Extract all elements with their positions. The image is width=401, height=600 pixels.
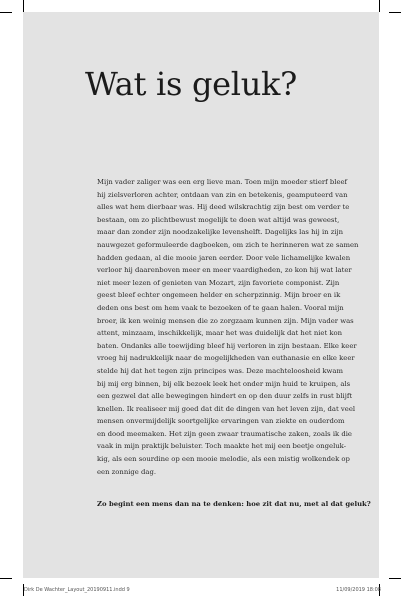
body-line: deden ons best om hem vaak te bezoeken of te gaan halen. Vooral mijn bbox=[97, 303, 344, 312]
body-line: alles wat hem dierbaar was. Hij deed wilskrachtig zijn best om verder te bbox=[97, 203, 350, 212]
crop-mark-bottom-left-h bbox=[0, 578, 12, 579]
body-line: nauwgezet geformuleerde dagboeken, om zich te herinneren wat ze samen bbox=[97, 240, 359, 249]
body-line: vroeg hij nadrukkelijk naar de mogelijkheden van euthanasie en elke keer bbox=[97, 354, 355, 363]
body-line: Mijn vader zaliger was een erg lieve man. Toen mijn moeder stierf bleef bbox=[97, 178, 348, 186]
body-line: maar dan zonder zijn noodzakelijke levenshelft. Dagelijks las hij in zijn bbox=[97, 228, 344, 237]
body-line: en dood meemaken. Het zijn geen zwaar traumatische zaken, zoals ik die bbox=[97, 429, 352, 438]
body-line: bij mij erg binnen, bij elk bezoek leek het onder mijn huid te kruipen, als bbox=[97, 379, 351, 388]
body-line: hij zielsverloren achter, ontdaan van zin en betekenis, geamputeerd van bbox=[97, 190, 348, 199]
body-line: verloor hij daarenboven meer en meer vaardigheden, zo kon hij wat later bbox=[97, 266, 352, 275]
chapter-title: Wat is geluk? bbox=[85, 65, 297, 103]
crop-mark-bottom-right-h bbox=[389, 578, 401, 579]
body-line: een gezwel dat alle bewegingen hindert en op den duur zelfs in rust blijft bbox=[97, 392, 353, 401]
body-line: mensen onvermijdelijk soortgelijke ervaringen van ziekte en ouderdom bbox=[97, 417, 345, 426]
body-line: knellen. Ik realiseer mij goed dat dit de dingen van het leven zijn, dat veel bbox=[97, 404, 356, 413]
body-line: kig, als een sourdine op een mooie melodie, als een mistig wolkendek op bbox=[97, 455, 350, 464]
slug-filename: Dirk De Wachter_Layout_20190911.indd 9 bbox=[24, 587, 130, 593]
body-paragraph bbox=[97, 176, 397, 478]
body-line: broer, ik ken weinig mensen die zo zorgzaam kunnen zijn. Mijn vader was bbox=[97, 316, 354, 325]
body-line: hadden gedaan, al die mooie jaren eerder. Door vele lichamelijke kwalen bbox=[97, 253, 351, 262]
crop-mark-top-left-h bbox=[0, 12, 12, 13]
crop-mark-top-left-v bbox=[23, 0, 24, 12]
crop-mark-top-right-v bbox=[379, 0, 380, 12]
body-line: niet meer lezen of genieten van Mozart, zijn favoriete componist. Zijn bbox=[97, 278, 340, 287]
body-line: een zonnige dag. bbox=[97, 467, 157, 476]
body-line: stelde hij dat het tegen zijn principes was. Deze machteloosheid kwam bbox=[97, 366, 343, 375]
closing-sentence: Zo begint een mens dan na te denken: hoe zit dat nu, met al dat geluk? bbox=[97, 500, 371, 508]
book-page bbox=[23, 12, 379, 578]
slug-timestamp: 11/09/2019 18:08 bbox=[336, 587, 381, 593]
body-line: geest bleef echter ongemeen helder en scherpzinnig. Mijn broer en ik bbox=[97, 291, 341, 300]
crop-mark-top-right-h bbox=[389, 12, 401, 13]
print-slug bbox=[0, 587, 401, 597]
body-line: attent, minzaam, inschikkelijk, maar het was duidelijk dat het niet kon bbox=[97, 329, 343, 338]
body-line: baten. Ondanks alle toewijding bleef hij verloren in zijn bestaan. Elke keer bbox=[97, 341, 357, 350]
body-line: vaak in mijn praktijk beluister. Toch maakte het mij een beetje ongeluk- bbox=[97, 442, 347, 451]
body-line: bestaan, om zo plichtbewust mogelijk te doen wat altijd was geweest, bbox=[97, 215, 340, 224]
